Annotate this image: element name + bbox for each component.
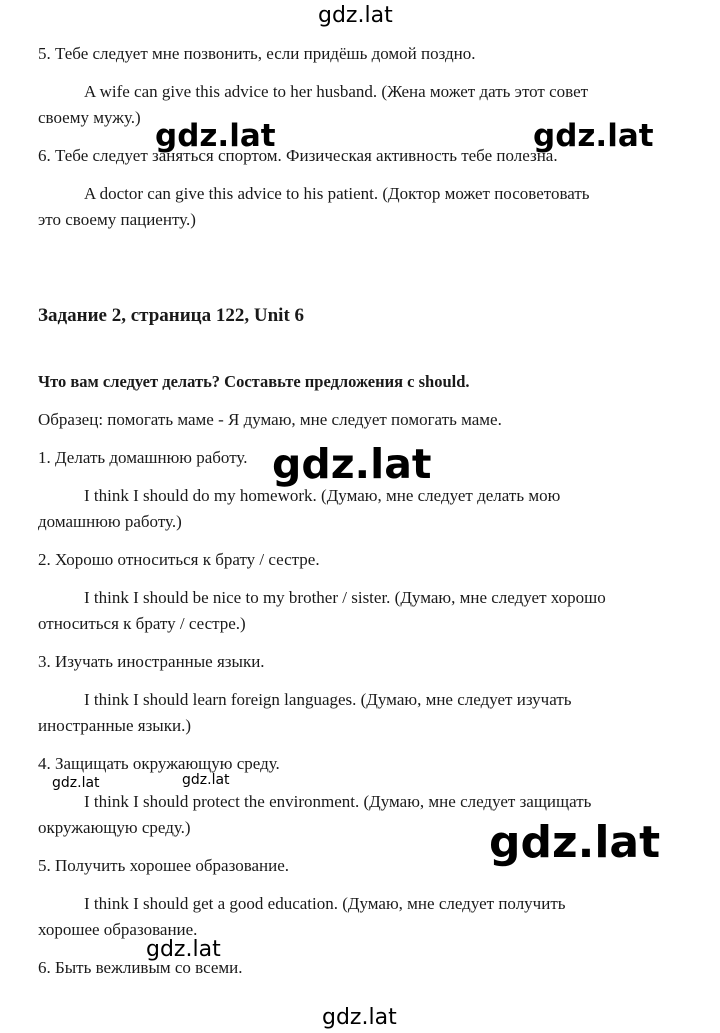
watermark: gdz.lat <box>155 118 276 154</box>
watermark: gdz.lat <box>272 440 432 488</box>
exercise-5-answer-cont: хорошее образование. <box>38 920 198 939</box>
exercise-4-answer: I think I should protect the environment. (Думаю, мне следует защищать <box>84 792 592 811</box>
task-example: Образец: помогать маме - Я думаю, мне следует помогать маме. <box>38 410 502 429</box>
exercise-6-prompt: 6. Быть вежливым со всеми. <box>38 958 243 977</box>
watermark: gdz.lat <box>533 118 654 154</box>
item-5-prompt: 5. Тебе следует мне позвонить, если придёшь домой поздно. <box>38 44 476 63</box>
exercise-3-prompt: 3. Изучать иностранные языки. <box>38 652 265 671</box>
exercise-5-prompt: 5. Получить хорошее образование. <box>38 856 290 875</box>
exercise-2-prompt: 2. Хорошо относиться к брату / сестре. <box>38 550 320 569</box>
item-5-answer: A wife can give this advice to her husband. (Жена может дать этот совет <box>84 82 589 101</box>
exercise-5-answer: I think I should get a good education. (Думаю, мне следует получить <box>84 894 566 913</box>
watermark: gdz.lat <box>322 1005 397 1030</box>
exercise-1-answer: I think I should do my homework. (Думаю, мне следует делать мою <box>84 486 561 505</box>
exercise-2-answer-cont: относиться к брату / сестре.) <box>38 614 246 633</box>
watermark: gdz.lat <box>318 3 393 28</box>
exercise-2-answer: I think I should be nice to my brother / sister. (Думаю, мне следует хорошо <box>84 588 606 607</box>
item-6-answer-cont: это своему пациенту.) <box>38 210 196 229</box>
watermark: gdz.lat <box>489 817 661 868</box>
exercise-3-answer: I think I should learn foreign languages. (Думаю, мне следует изучать <box>84 690 572 709</box>
item-6-prompt: 6. Тебе следует заняться спортом. Физическая активность тебе полезна. <box>38 146 558 165</box>
task-heading: Задание 2, страница 122, Unit 6 <box>38 305 305 326</box>
watermark: gdz.lat <box>146 937 221 962</box>
watermark: gdz.lat <box>182 772 230 788</box>
task-instruction: Что вам следует делать? Составьте предложения с should. <box>38 372 470 391</box>
exercise-3-answer-cont: иностранные языки.) <box>38 716 191 735</box>
item-6-answer: A doctor can give this advice to his patient. (Доктор может посоветовать <box>84 184 590 203</box>
item-5-answer-cont: своему мужу.) <box>38 108 141 127</box>
exercise-4-prompt: 4. Защищать окружающую среду. <box>38 754 280 773</box>
exercise-1-answer-cont: домашнюю работу.) <box>38 512 182 531</box>
exercise-4-answer-cont: окружающую среду.) <box>38 818 191 837</box>
watermark: gdz.lat <box>52 775 100 791</box>
exercise-1-prompt: 1. Делать домашнюю работу. <box>38 448 248 467</box>
